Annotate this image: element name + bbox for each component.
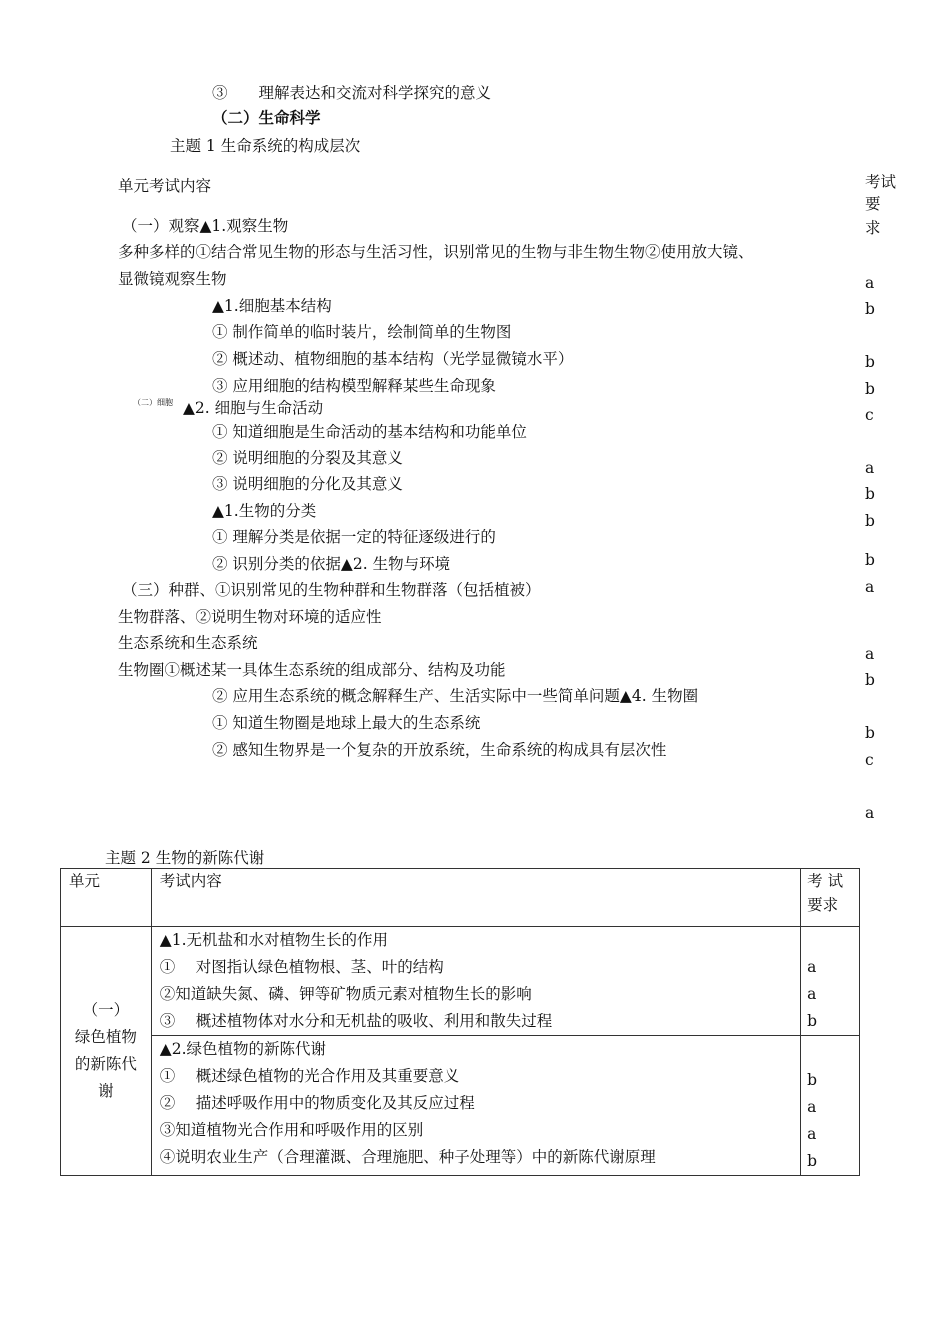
grade: a — [865, 645, 875, 663]
content-line: ② 应用生态系统的概念解释生产、生活实际中一些简单问题▲4. 生物圈 — [212, 687, 699, 705]
grade: a — [807, 1098, 817, 1116]
content-line: 生物群落、②说明生物对环境的适应性 — [118, 608, 382, 626]
content-line: ③知道植物光合作用和呼吸作用的区别 — [159, 1121, 424, 1139]
content-line: ▲2. 细胞与生命活动 — [183, 399, 324, 417]
grade: b — [865, 551, 875, 569]
unit-label-line: 的新陈代 — [74, 1055, 137, 1073]
grade: c — [865, 406, 874, 424]
content-line: ③ 概述植物体对水分和无机盐的吸收、利用和散失过程 — [159, 1012, 553, 1030]
unit-cell — [61, 927, 152, 1176]
grade: a — [807, 1125, 817, 1143]
grade: b — [807, 1012, 818, 1030]
grade: a — [865, 578, 875, 596]
grade: a — [865, 459, 875, 477]
content-line: ③ 应用细胞的结构模型解释某些生命现象 — [212, 377, 496, 395]
content-line: 多种多样的①结合常见生物的形态与生活习性，识别常见的生物与非生物生物②使用放大镜、 — [118, 243, 754, 261]
content-line: ① 知道生物圈是地球上最大的生态系统 — [212, 714, 481, 732]
grade: b — [807, 1071, 818, 1089]
grade: b — [865, 380, 875, 398]
content-cell — [151, 1036, 800, 1176]
content-line: ②知道缺失氮、磷、钾等矿物质元素对植物生长的影响 — [159, 985, 532, 1003]
content-line: ▲2.绿色植物的新陈代谢 — [159, 1040, 327, 1058]
grade: b — [865, 353, 875, 371]
grade: b — [865, 512, 875, 530]
table-header-row — [61, 869, 860, 927]
content-line: ③ 说明细胞的分化及其意义 — [212, 475, 403, 493]
table-row — [61, 927, 860, 1036]
content-line: （三）种群、①识别常见的生物种群和生物群落（包括植被） — [122, 581, 541, 599]
content-line: ② 说明细胞的分裂及其意义 — [212, 449, 403, 467]
grade: b — [807, 1152, 818, 1170]
content-line: ① 理解分类是依据一定的特征逐级进行的 — [212, 528, 496, 546]
grade: b — [865, 300, 875, 318]
req-header-3: 求 — [865, 219, 881, 237]
unit-label-line: 谢 — [98, 1082, 114, 1100]
content-line: ▲1.无机盐和水对植物生长的作用 — [159, 931, 389, 949]
content-line: ① 对图指认绿色植物根、茎、叶的结构 — [159, 958, 444, 976]
header-req-line-1: 考 试 — [807, 872, 844, 890]
content-line: ① 制作简单的临时装片，绘制简单的生物图 — [212, 323, 512, 341]
content-line: ④说明农业生产（合理灌溉、合理施肥、种子处理等）中的新陈代谢原理 — [159, 1148, 656, 1166]
grade: a — [807, 985, 817, 1003]
content-line: （一）观察▲1.观察生物 — [122, 217, 289, 235]
header-req-line-2: 要求 — [807, 896, 839, 914]
content-line: ② 感知生物界是一个复杂的开放系统，生命系统的构成具有层次性 — [212, 741, 667, 759]
grade: b — [865, 671, 875, 689]
grade: a — [807, 958, 817, 976]
header-unit: 单元 — [61, 869, 152, 927]
grade: c — [865, 751, 874, 769]
unit-label-line: 绿色植物 — [74, 1028, 137, 1046]
content-line: ② 描述呼吸作用中的物质变化及其反应过程 — [159, 1094, 475, 1112]
content-line: 生态系统和生态系统 — [118, 634, 258, 652]
theme-2-title: 主题 2 生物的新陈代谢 — [105, 849, 265, 867]
grade: a — [865, 274, 875, 292]
content-line: 显微镜观察生物 — [118, 270, 227, 288]
content-line: ② 概述动、植物细胞的基本结构（光学显微镜水平） — [212, 350, 574, 368]
item-3-line: ③ 理解表达和交流对科学探究的意义 — [212, 84, 492, 102]
section-heading: （二）生命科学 — [212, 109, 321, 127]
unit-label-line: （一） — [82, 1001, 130, 1019]
content-line: 生物圈①概述某一具体生态系统的组成部分、结构及功能 — [118, 661, 506, 679]
grade: b — [865, 485, 875, 503]
content-line: ▲1.细胞基本结构 — [212, 297, 332, 315]
content-line: ▲1.生物的分类 — [212, 502, 317, 520]
unit-content-header: 单元考试内容 — [118, 177, 212, 195]
grade-cell — [801, 1036, 860, 1176]
header-requirement — [801, 869, 860, 927]
content-line: ① 概述绿色植物的光合作用及其重要意义 — [159, 1067, 460, 1085]
theme-1-title: 主题 1 生命系统的构成层次 — [170, 137, 361, 155]
small-unit-label: （二）细胞 — [133, 398, 173, 407]
table-row — [61, 1036, 860, 1176]
content-line: ② 识别分类的依据▲2. 生物与环境 — [212, 555, 451, 573]
grade: a — [865, 804, 875, 822]
req-header-2: 要 — [865, 195, 881, 213]
grade: b — [865, 724, 875, 742]
grade-cell — [801, 927, 860, 1036]
content-line: ① 知道细胞是生命活动的基本结构和功能单位 — [212, 423, 527, 441]
metabolism-table — [60, 868, 860, 1176]
header-content: 考试内容 — [151, 869, 800, 927]
req-header-1: 考试 — [865, 173, 897, 191]
content-cell — [151, 927, 800, 1036]
grade — [801, 1040, 859, 1067]
grade — [801, 927, 859, 954]
